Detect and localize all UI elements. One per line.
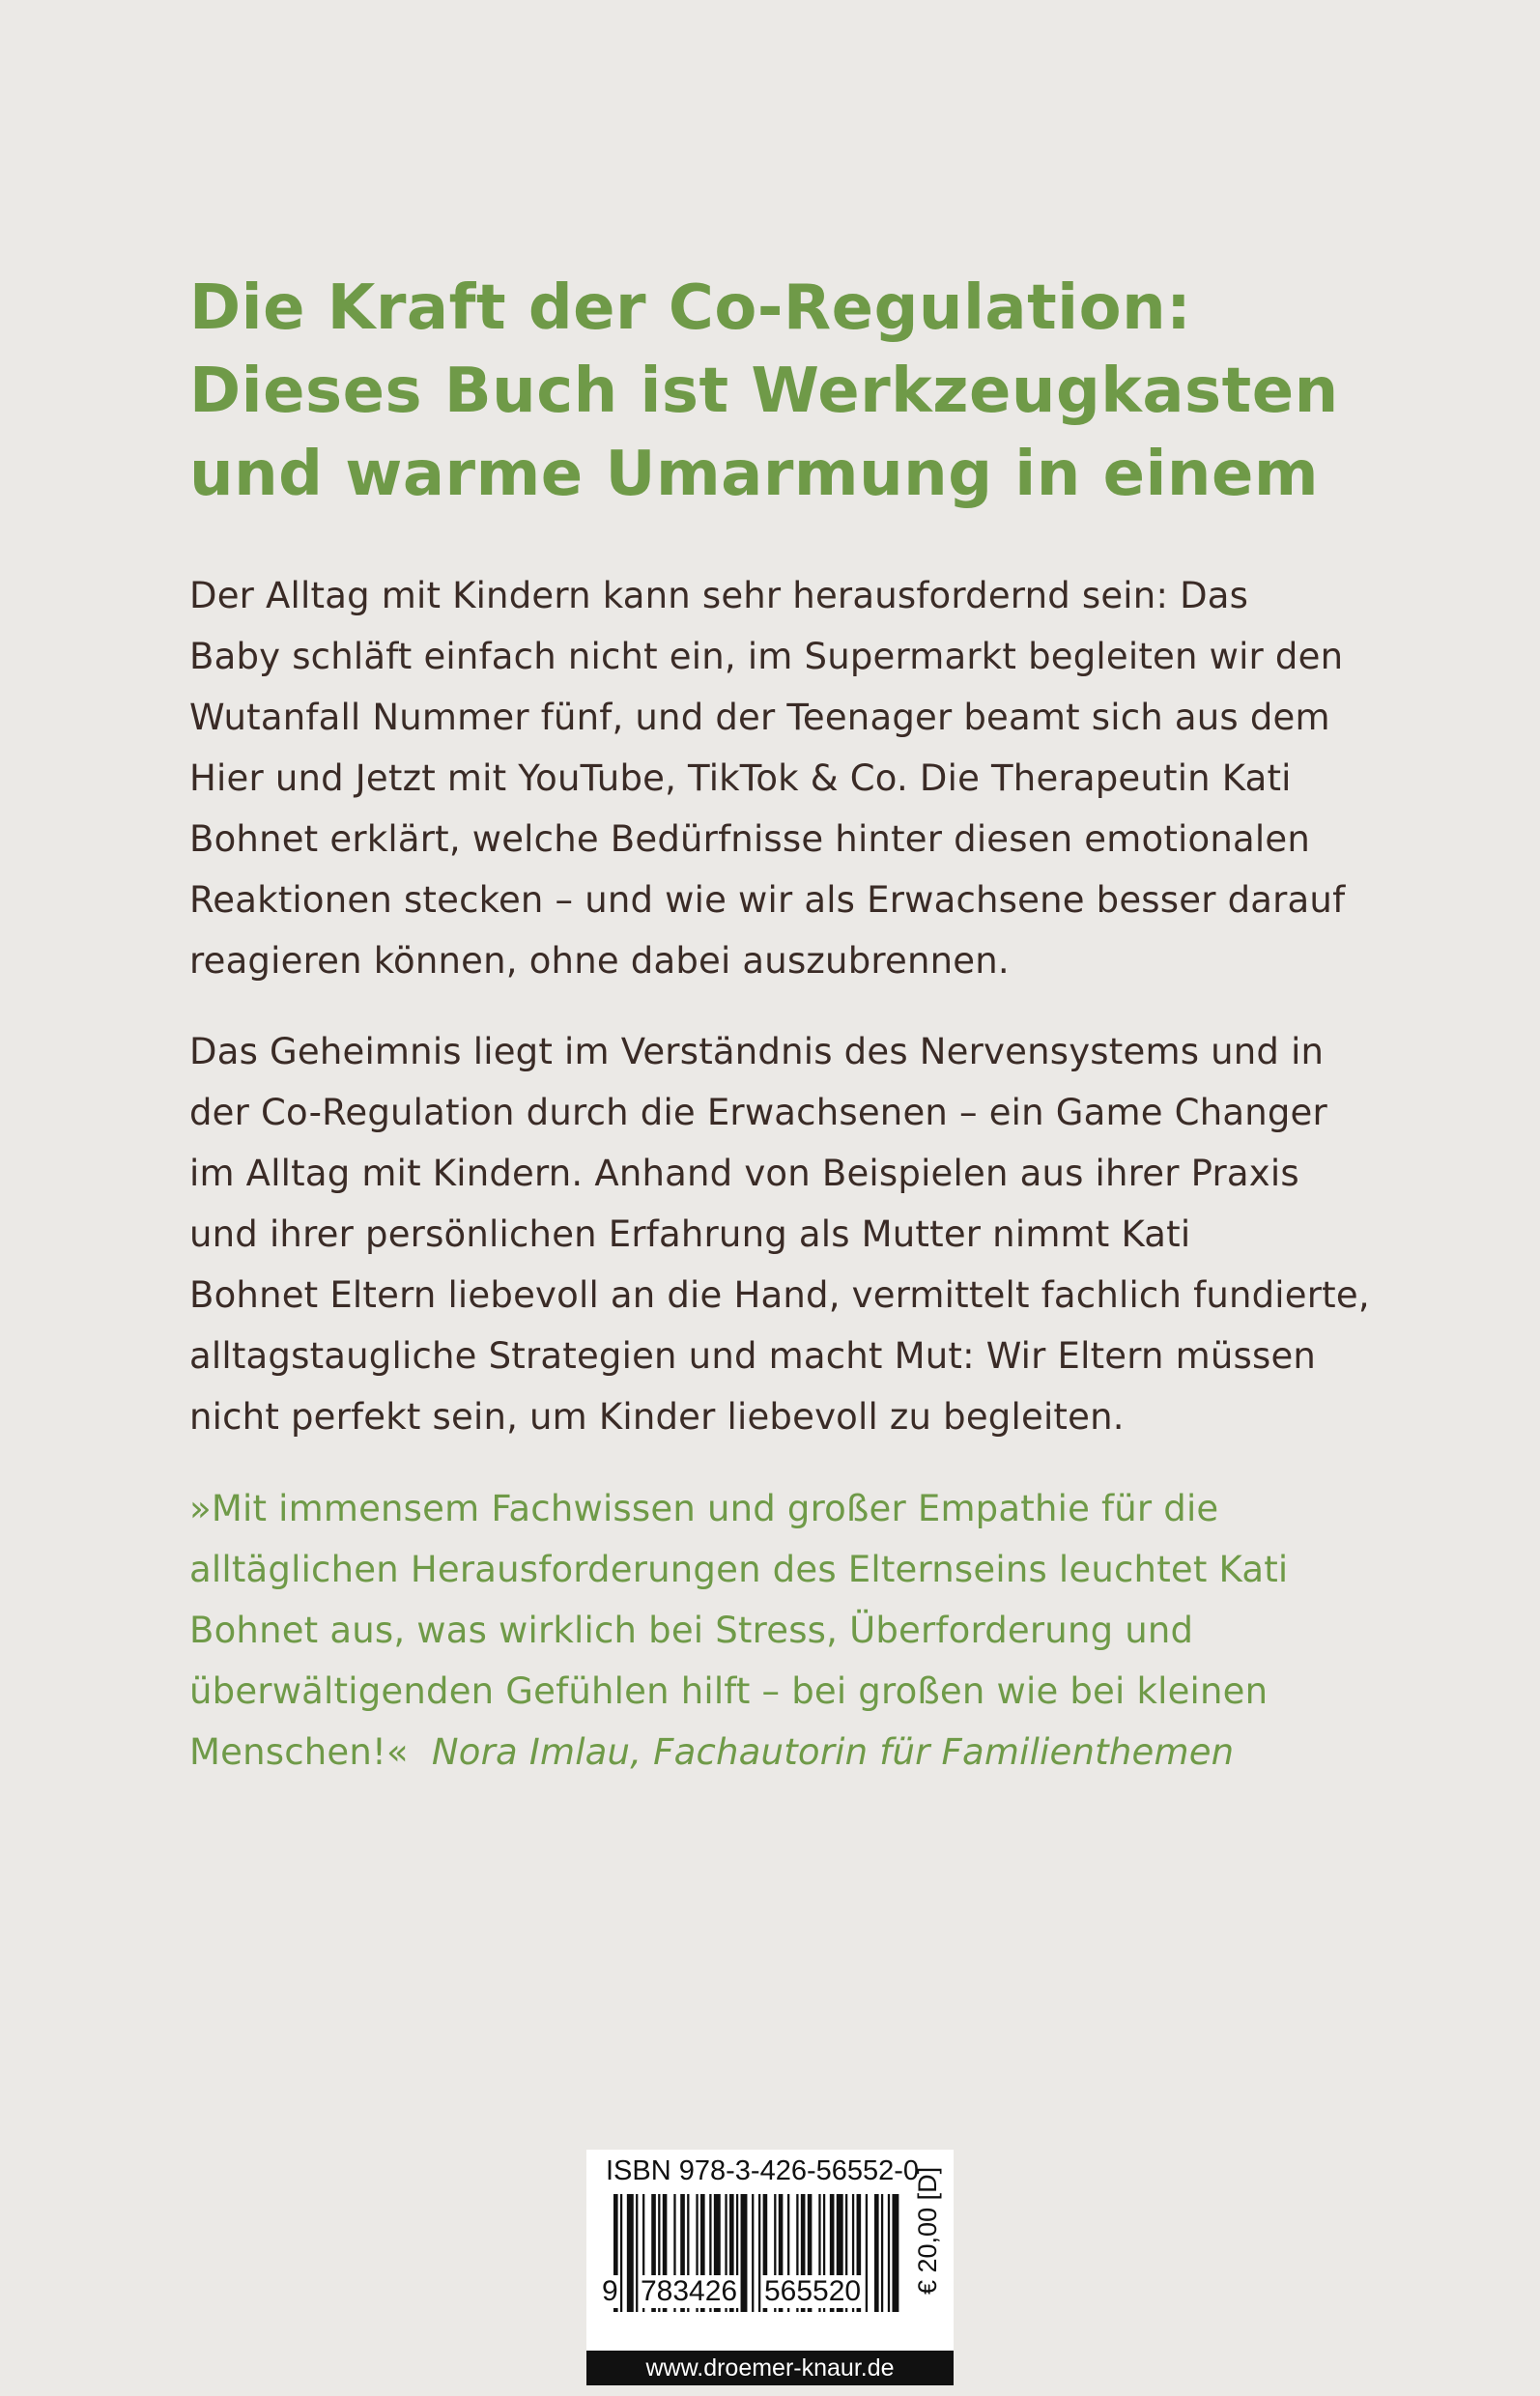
- paragraph-line: Wutanfall Nummer fünf, und der Teenager beamt sich aus dem: [189, 697, 1330, 738]
- barcode-bar: [881, 2194, 883, 2312]
- paragraph-line: alltagstaugliche Strategien und macht Mut: Wir Eltern müssen: [189, 1335, 1317, 1377]
- paragraph-line: reagieren können, ohne dabei auszubrennen.: [189, 940, 1010, 982]
- quote-last-line: [189, 1722, 1387, 1783]
- paragraph-line: Reaktionen stecken – und wie wir als Erwachsene besser darauf: [189, 879, 1346, 921]
- paragraph-line: im Alltag mit Kindern. Anhand von Beispielen aus ihrer Praxis: [189, 1153, 1299, 1194]
- barcode-bar: [752, 2194, 754, 2312]
- quote-attribution: Nora Imlau, Fachautorin für Familienthemen: [431, 1731, 1235, 1773]
- barcode-bar: [627, 2194, 634, 2312]
- paragraph-line: Bohnet Eltern liebevoll an die Hand, vermittelt fachlich fundierte,: [189, 1274, 1370, 1316]
- price-label: € 20,00 [D]: [913, 2166, 942, 2295]
- quote-line: »Mit immensem Fachwissen und großer Empathie für die: [189, 1488, 1219, 1529]
- headline-line: und warme Umarmung in einem: [189, 439, 1320, 510]
- paragraph-line: und ihrer persönlichen Erfahrung als Mutter nimmt Kati: [189, 1213, 1191, 1255]
- quote-line-end: Menschen!«: [189, 1731, 409, 1773]
- barcode-digits-right: 565520: [764, 2275, 862, 2307]
- barcode-bar: [741, 2194, 748, 2312]
- barcode-digit-first: 9: [602, 2275, 618, 2307]
- publisher-url: www.droemer-knaur.de: [586, 2351, 954, 2385]
- paragraph-line: Das Geheimnis liegt im Verständnis des Nervensystems und in: [189, 1031, 1325, 1072]
- barcode-digits-left: 783426: [641, 2275, 738, 2307]
- paragraph-line: Der Alltag mit Kindern kann sehr herausfordernd sein: Das: [189, 575, 1249, 616]
- headline: [189, 267, 1397, 516]
- isbn-barcode: [586, 2150, 954, 2351]
- description-paragraph-1: [189, 565, 1387, 991]
- review-quote: [189, 1478, 1387, 1783]
- headline-line: Die Kraft der Co-Regulation:: [189, 272, 1192, 344]
- quote-line: überwältigenden Gefühlen hilft – bei großen wie bei kleinen: [189, 1670, 1269, 1712]
- barcode-bar: [758, 2194, 760, 2312]
- quote-line: Bohnet aus, was wirklich bei Stress, Überforderung und: [189, 1610, 1194, 1651]
- barcode-bar: [620, 2194, 622, 2312]
- paragraph-line: Baby schläft einfach nicht ein, im Supermarkt begleiten wir den: [189, 636, 1344, 677]
- description-paragraph-2: [189, 1021, 1387, 1447]
- barcode-bar: [888, 2194, 890, 2312]
- headline-line: Dieses Buch ist Werkzeugkasten: [189, 356, 1339, 427]
- barcode-bar: [892, 2194, 898, 2312]
- paragraph-line: nicht perfekt sein, um Kinder liebevoll zu begleiten.: [189, 1396, 1125, 1438]
- barcode-bar: [866, 2194, 868, 2312]
- quote-line: alltäglichen Herausforderungen des Elternseins leuchtet Kati: [189, 1549, 1289, 1590]
- isbn-number: ISBN 978-3-426-56552-0: [606, 2155, 920, 2186]
- paragraph-line: der Co-Regulation durch die Erwachsenen – ein Game Changer: [189, 1092, 1327, 1133]
- paragraph-line: Bohnet erklärt, welche Bedürfnisse hinter diesen emotionalen: [189, 818, 1310, 860]
- paragraph-line: Hier und Jetzt mit YouTube, TikTok & Co. Die Therapeutin Kati: [189, 757, 1292, 799]
- barcode-bar: [874, 2194, 879, 2312]
